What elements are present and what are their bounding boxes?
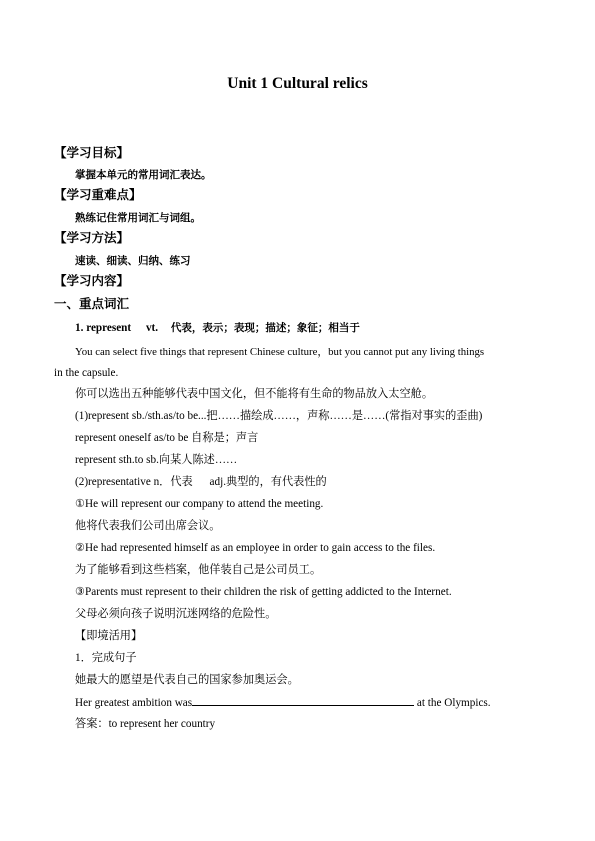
practice-sentence [75, 695, 491, 710]
example-cn: 你可以选出五种能够代表中国文化，但不能将有生命的物品放入太空舱。 [75, 388, 434, 400]
entry-headword-line [75, 321, 360, 335]
example-1-cn: 他将代表我们公司出席会议。 [75, 520, 221, 532]
usage-3: represent sth.to sb.向某人陈述…… [75, 454, 238, 466]
key-heading: 【学习重难点】 [54, 187, 142, 202]
usage-4-adj: adj.典型的，有代表性的 [209, 476, 327, 488]
method-heading: 【学习方法】 [54, 230, 130, 245]
example-2-en: ②He had represented himself as an employee in order to gain access to the files. [75, 542, 436, 554]
answer-blank[interactable] [192, 695, 414, 706]
entry-word: 1. represent [75, 322, 132, 334]
usage-1: (1)represent sb./sth.as/to be...把……描绘成……，声称……是……(常指对事实的歪曲) [75, 410, 483, 422]
usage-4-noun: (2)representative n．代表 [75, 476, 193, 488]
sentence-before: Her greatest ambition was [75, 697, 193, 709]
key-text: 熟练记住常用词汇与词组。 [75, 212, 201, 224]
usage-4-line [75, 475, 327, 489]
practice-heading: 【即境活用】 [75, 630, 143, 642]
entry-meaning: 代表，表示；表现；描述；象征；相当于 [170, 322, 360, 334]
method-text: 速读、细读、归纳、练习 [75, 255, 191, 267]
practice-item: 1．完成句子 [75, 652, 137, 664]
practice-prompt-cn: 她最大的愿望是代表自己的国家参加奥运会。 [75, 674, 299, 686]
practice-answer: 答案：to represent her country [75, 718, 216, 730]
example-en-line-1: You can select five things that represent Chinese culture，but you cannot put any living things [75, 346, 485, 358]
entry-pos: vt. [145, 322, 159, 334]
content-heading: 【学习内容】 [54, 273, 130, 288]
usage-2: represent oneself as/to be 自称是；声言 [75, 432, 259, 444]
example-3-cn: 父母必须向孩子说明沉迷网络的危险性。 [75, 608, 277, 620]
example-1-en: ①He will represent our company to attend the meeting. [75, 498, 324, 510]
sentence-after: at the Olympics. [416, 697, 491, 709]
example-en-line-2: in the capsule. [54, 367, 119, 379]
goal-heading: 【学习目标】 [54, 145, 130, 160]
example-2-cn: 为了能够看到这些档案，他佯装自己是公司员工。 [75, 564, 322, 576]
part-one-heading: 一、重点词汇 [54, 296, 130, 311]
goal-text: 掌握本单元的常用词汇表达。 [75, 169, 212, 181]
page-title: Unit 1 Cultural relics [227, 75, 368, 92]
example-3-en: ③Parents must represent to their children the risk of getting addicted to the Internet. [75, 586, 452, 598]
